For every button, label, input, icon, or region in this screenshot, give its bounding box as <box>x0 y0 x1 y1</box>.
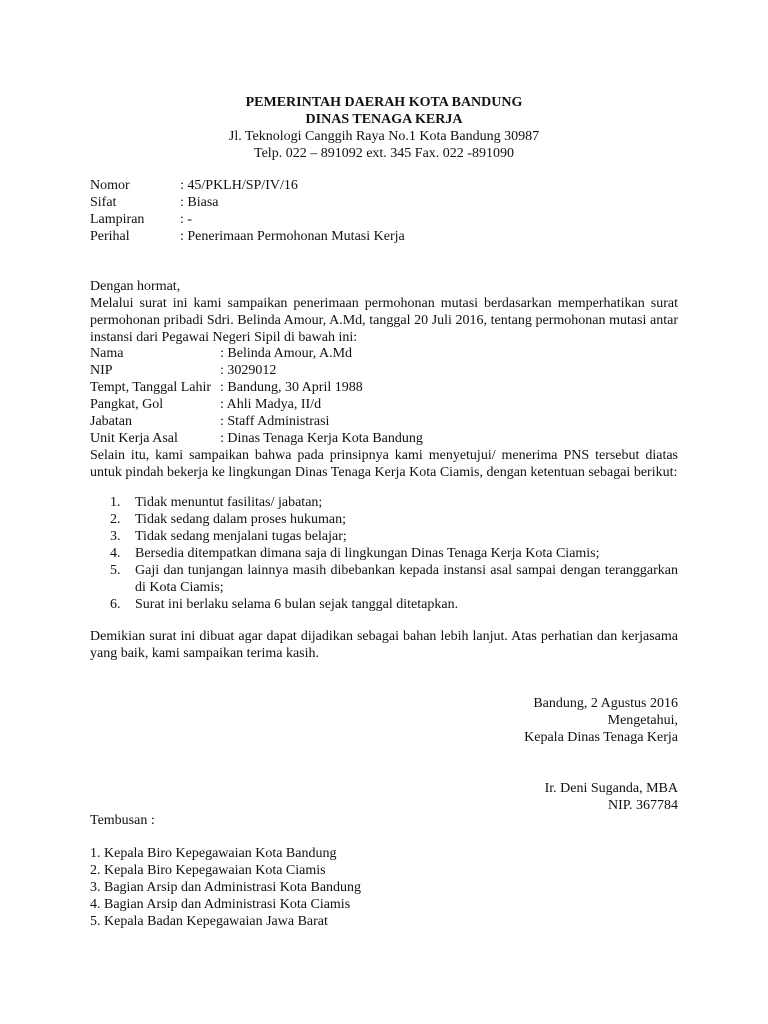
detail-value-position: : Staff Administrasi <box>220 414 330 429</box>
meta-value-nomor: : 45/PKLH/SP/IV/16 <box>180 178 298 193</box>
detail-value-birth: : Bandung, 30 April 1988 <box>220 380 363 395</box>
detail-label-nama: Nama <box>90 346 124 361</box>
signature-nip: NIP. 367784 <box>607 798 678 813</box>
detail-label-birth: Tempt, Tanggal Lahir <box>90 380 212 395</box>
detail-value-nama: : Belinda Amour, A.Md <box>220 346 353 361</box>
meta-value-lampiran: : - <box>180 212 193 227</box>
detail-label-nip: NIP <box>90 363 113 378</box>
detail-label-position: Jabatan <box>90 414 132 429</box>
detail-value-rank: : Ahli Madya, II/d <box>220 397 322 412</box>
meta-label-sifat: Sifat <box>90 195 117 210</box>
header-address: Jl. Teknologi Canggih Raya No.1 Kota Bandung 30987 <box>228 129 540 144</box>
meta-label-lampiran: Lampiran <box>90 212 145 227</box>
detail-value-nip: : 3029012 <box>220 363 277 378</box>
meta-label-perihal: Perihal <box>90 229 130 244</box>
condition-text: Bersedia ditempatkan dimana saja di lingkungan Dinas Tenaga Kerja Kota Ciamis; <box>135 546 600 561</box>
condition-number: 3. <box>110 529 121 544</box>
condition-number: 5. <box>110 563 121 578</box>
detail-label-unit: Unit Kerja Asal <box>90 431 178 446</box>
header-phone: Telp. 022 – 891092 ext. 345 Fax. 022 -891090 <box>254 146 514 161</box>
signature-place-date: Bandung, 2 Agustus 2016 <box>533 696 678 711</box>
signature-name: Ir. Deni Suganda, MBA <box>544 781 678 796</box>
detail-label-rank: Pangkat, Gol <box>90 397 164 412</box>
header-department: DINAS TENAGA KERJA <box>305 112 463 127</box>
cc-item: 5. Kepala Badan Kepegawaian Jawa Barat <box>90 914 328 929</box>
closing-paragraph: Demikian surat ini dibuat agar dapat dijadikan sebagai bahan lebih lanjut. Atas perhatian dan kerjasama yang baik, kami sampaikan terima kasih. <box>90 629 678 661</box>
condition-number: 4. <box>110 546 121 561</box>
meta-value-perihal: : Penerimaan Permohonan Mutasi Kerja <box>180 229 405 244</box>
condition-number: 6. <box>110 597 121 612</box>
condition-number: 2. <box>110 512 121 527</box>
cc-title: Tembusan : <box>90 813 155 828</box>
approval-paragraph: Selain itu, kami sampaikan bahwa pada prinsipnya kami menyetujui/ menerima PNS tersebut diatas untuk pindah bekerja ke lingkungan Dinas Tenaga Kerja Kota Ciamis, dengan ketentuan sebagai berikut: <box>90 448 678 480</box>
meta-value-sifat: : Biasa <box>180 195 219 210</box>
signature-position: Kepala Dinas Tenaga Kerja <box>524 730 678 745</box>
signature-known: Mengetahui, <box>607 713 678 728</box>
cc-item: 4. Bagian Arsip dan Administrasi Kota Ciamis <box>90 897 351 912</box>
condition-text: Tidak menuntut fasilitas/ jabatan; <box>135 495 323 510</box>
header-government: PEMERINTAH DAERAH KOTA BANDUNG <box>245 95 523 110</box>
cc-item: 3. Bagian Arsip dan Administrasi Kota Bandung <box>90 880 362 895</box>
greeting: Dengan hormat, <box>90 279 181 294</box>
condition-text: Gaji dan tunjangan lainnya masih dibebankan kepada instansi asal sampai dengan teranggarkan di Kota Ciamis; <box>135 563 678 595</box>
condition-text: Surat ini berlaku selama 6 bulan sejak tanggal ditetapkan. <box>135 597 459 612</box>
condition-text: Tidak sedang menjalani tugas belajar; <box>135 529 347 544</box>
meta-label-nomor: Nomor <box>90 178 130 193</box>
detail-value-unit: : Dinas Tenaga Kerja Kota Bandung <box>220 431 423 446</box>
cc-item: 2. Kepala Biro Kepegawaian Kota Ciamis <box>90 863 326 878</box>
condition-number: 1. <box>110 495 121 510</box>
intro-paragraph: Melalui surat ini kami sampaikan penerimaan permohonan mutasi berdasarkan memperhatikan surat permohonan pribadi Sdri. Belinda Amour, A.Md, tanggal 20 Juli 2016, tentang permohonan mutasi antar instansi dari Pegawai Negeri Sipil di bawah ini: <box>90 296 678 345</box>
cc-item: 1. Kepala Biro Kepegawaian Kota Bandung <box>90 846 337 861</box>
condition-text: Tidak sedang dalam proses hukuman; <box>135 512 347 527</box>
